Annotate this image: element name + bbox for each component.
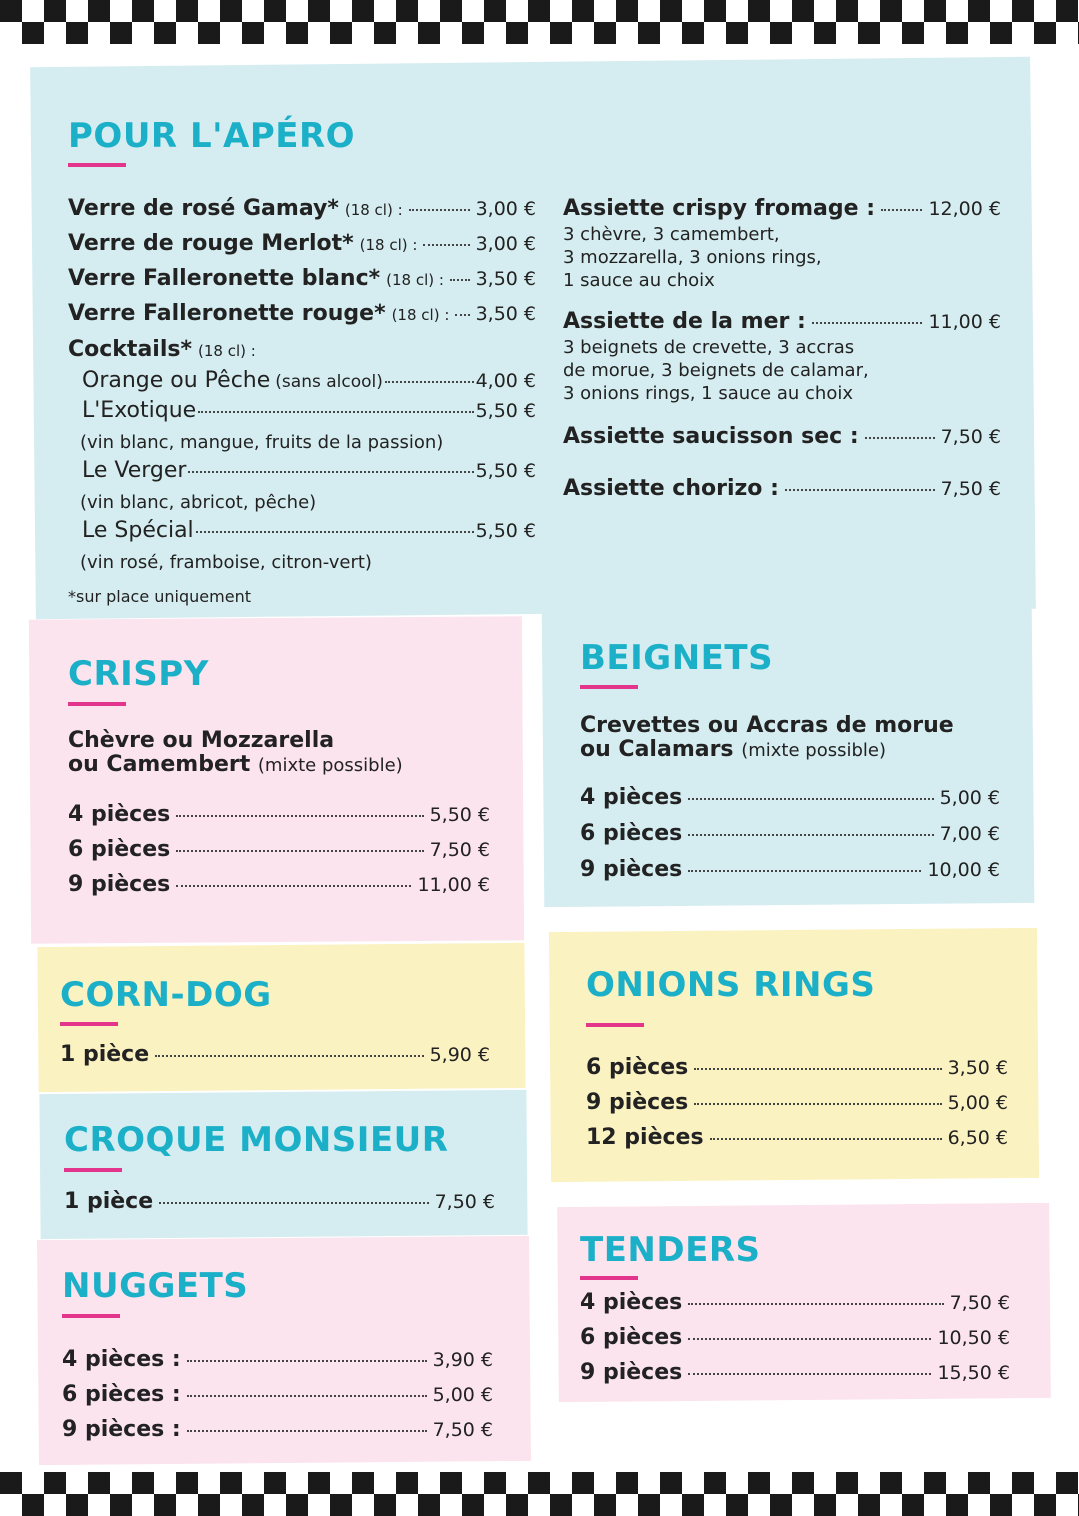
nuggets-price-row [62,1347,493,1372]
dot-leader [155,1055,423,1057]
price: 5,00 € [947,1092,1008,1114]
plate-item [563,424,1001,449]
plate-item [563,196,1001,221]
drink-volume: (18 cl) : [359,236,418,254]
desc-line-2 [580,738,954,763]
crispy-price-row [68,872,490,897]
cocktail-description: (vin rosé, framboise, citron-vert) [80,552,372,573]
quantity: 9 pièces [68,872,171,897]
price: 5,00 € [939,787,1000,809]
dot-leader [187,1360,427,1362]
drink-price: 3,00 € [475,233,536,255]
croque-title: CROQUE MONSIEUR [64,1120,449,1160]
price: 7,50 € [434,1191,495,1213]
cocktail-price: 5,50 € [475,520,536,542]
nuggets-price-row [62,1382,493,1407]
drink-item [68,196,536,221]
plate-name: Assiette crispy fromage : [563,196,875,221]
price: 3,90 € [432,1349,493,1371]
onions-title: ONIONS RINGS [586,965,876,1005]
title-underline [68,163,126,167]
quantity: 6 pièces [586,1055,689,1080]
price: 7,50 € [432,1419,493,1441]
dot-leader [187,1395,427,1397]
onions-price-row [586,1125,1008,1150]
price: 5,50 € [429,804,490,826]
title-underline [64,1168,122,1172]
drink-name: Verre Falleronette blanc* [68,266,381,291]
cocktail-description: (vin blanc, mangue, fruits de la passion) [80,432,444,453]
drink-volume: (18 cl) : [344,201,403,219]
dot-leader [385,381,474,383]
dot-leader [710,1138,942,1140]
drink-price: 3,50 € [475,268,536,290]
dot-leader [785,489,935,491]
mixte-note: (mixte possible) [741,740,886,761]
price: 5,90 € [429,1044,490,1066]
dot-leader [865,437,935,439]
quantity: 9 pièces [580,1360,683,1385]
plate-name: Assiette chorizo : [563,476,779,501]
plate-name: Assiette saucisson sec : [563,424,859,449]
quantity: 1 pièce [64,1189,154,1214]
dot-leader [187,1430,427,1432]
quantity: 6 pièces [580,821,683,846]
corndog-panel [37,943,525,1092]
quantity: 4 pièces [580,1290,683,1315]
beignets-price-row [580,785,1000,810]
plate-item [563,476,1001,501]
desc-line-2 [68,753,403,778]
dot-leader [409,209,470,211]
dot-leader [188,471,473,473]
beignets-price-row [580,821,1000,846]
dot-leader [688,1303,943,1305]
plate-price: 7,50 € [940,426,1001,448]
quantity: 1 pièce [60,1042,150,1067]
cocktails-label: Cocktails* [68,337,192,362]
plate-description: 3 beignets de crevette, 3 accras de morue, 3 beignets de calamar, 3 onions rings, 1 sauce au choix [563,337,869,404]
quantity: 4 pièces [580,785,683,810]
quantity: 9 pièces [580,857,683,882]
desc-line-1: Chèvre ou Mozzarella [68,728,335,753]
mixte-note: (mixte possible) [257,755,403,776]
price: 7,00 € [939,823,1000,845]
dot-leader [176,850,423,852]
title-underline [60,1022,118,1026]
dot-leader [450,279,470,281]
dot-leader [198,411,473,413]
tenders-price-row [580,1290,1010,1315]
dot-leader [881,209,922,211]
tenders-title: TENDERS [580,1230,761,1270]
price: 6,50 € [947,1127,1008,1149]
tenders-price-row [580,1360,1010,1385]
quantity: 6 pièces : [62,1382,181,1407]
dot-leader [423,244,469,246]
dot-leader [176,815,423,817]
cocktail-item [82,458,536,483]
plate-price: 11,00 € [928,311,1001,333]
quantity: 12 pièces [586,1125,704,1150]
footnote: *sur place uniquement [68,587,251,606]
crispy-title: CRISPY [68,654,209,694]
cocktail-price: 5,50 € [475,460,536,482]
desc-text: ou Calamars [580,737,734,762]
cocktail-name: Orange ou Pêche [82,368,271,393]
quantity: 6 pièces [68,837,171,862]
checker-border-top [0,0,1079,44]
dot-leader [688,1338,931,1340]
dot-leader [196,531,474,533]
price: 3,50 € [947,1057,1008,1079]
crispy-price-row [68,802,490,827]
cocktail-item [82,518,536,543]
quantity: 9 pièces [586,1090,689,1115]
price: 10,00 € [927,859,1000,881]
onions-price-row [586,1055,1008,1080]
drink-price: 3,00 € [475,198,536,220]
nuggets-title: NUGGETS [62,1266,249,1306]
drink-name: Verre de rouge Merlot* [68,231,354,256]
cocktail-item [82,368,536,393]
cocktail-price: 5,50 € [475,400,536,422]
dot-leader [688,1373,931,1375]
croque-panel [39,1090,527,1239]
plate-description: 3 chèvre, 3 camembert, 3 mozzarella, 3 onions rings, 1 sauce au choix [563,224,822,291]
plate-name: Assiette de la mer : [563,309,806,334]
title-underline [68,702,126,706]
apero-title: POUR L'APÉRO [68,116,356,156]
plate-item [563,309,1001,334]
dot-leader [688,834,933,836]
dot-leader [688,798,933,800]
dot-leader [455,314,469,316]
cocktail-name: Le Verger [82,458,187,483]
price: 15,50 € [937,1362,1010,1384]
desc-text: ou Camembert [68,752,251,777]
cocktail-price: 4,00 € [475,370,536,392]
title-underline [62,1314,120,1318]
drink-name: Verre de rosé Gamay* [68,196,339,221]
cocktail-item [82,398,536,423]
dot-leader [694,1068,941,1070]
desc-line-1: Crevettes ou Accras de morue [580,713,954,738]
title-underline [580,1276,638,1280]
cocktail-description: (vin blanc, abricot, pêche) [80,492,317,513]
crispy-description [68,729,403,778]
title-underline [580,685,638,689]
drink-item [68,231,536,256]
drink-price: 3,50 € [475,303,536,325]
cocktails-heading [68,337,256,362]
plate-price: 7,50 € [940,478,1001,500]
cocktail-name: L'Exotique [82,398,197,423]
croque-price-row [64,1189,495,1214]
dot-leader [688,870,921,872]
price: 11,00 € [417,874,490,896]
dot-leader [694,1103,941,1105]
drink-item [68,266,536,291]
tenders-price-row [580,1325,1010,1350]
price: 7,50 € [429,839,490,861]
cocktails-volume: (18 cl) : [197,342,256,360]
dot-leader [176,885,411,887]
quantity: 4 pièces [68,802,171,827]
dot-leader [812,322,923,324]
cocktail-note: (sans alcool) [275,372,383,392]
price: 5,00 € [432,1384,493,1406]
quantity: 4 pièces : [62,1347,181,1372]
drink-name: Verre Falleronette rouge* [68,301,386,326]
quantity: 6 pièces [580,1325,683,1350]
title-underline [586,1023,644,1027]
beignets-title: BEIGNETS [580,638,774,678]
price: 10,50 € [937,1327,1010,1349]
corndog-price-row [60,1042,490,1067]
drink-volume: (18 cl) : [386,271,444,289]
corndog-title: CORN-DOG [60,975,272,1015]
quantity: 9 pièces : [62,1417,181,1442]
crispy-price-row [68,837,490,862]
beignets-description [580,714,954,763]
dot-leader [159,1202,428,1204]
plate-price: 12,00 € [928,198,1001,220]
drink-volume: (18 cl) : [391,306,450,324]
checker-border-bottom [0,1472,1079,1516]
nuggets-price-row [62,1417,493,1442]
onions-price-row [586,1090,1008,1115]
beignets-price-row [580,857,1000,882]
price: 7,50 € [949,1292,1010,1314]
drink-item [68,301,536,326]
cocktail-name: Le Spécial [82,518,194,543]
